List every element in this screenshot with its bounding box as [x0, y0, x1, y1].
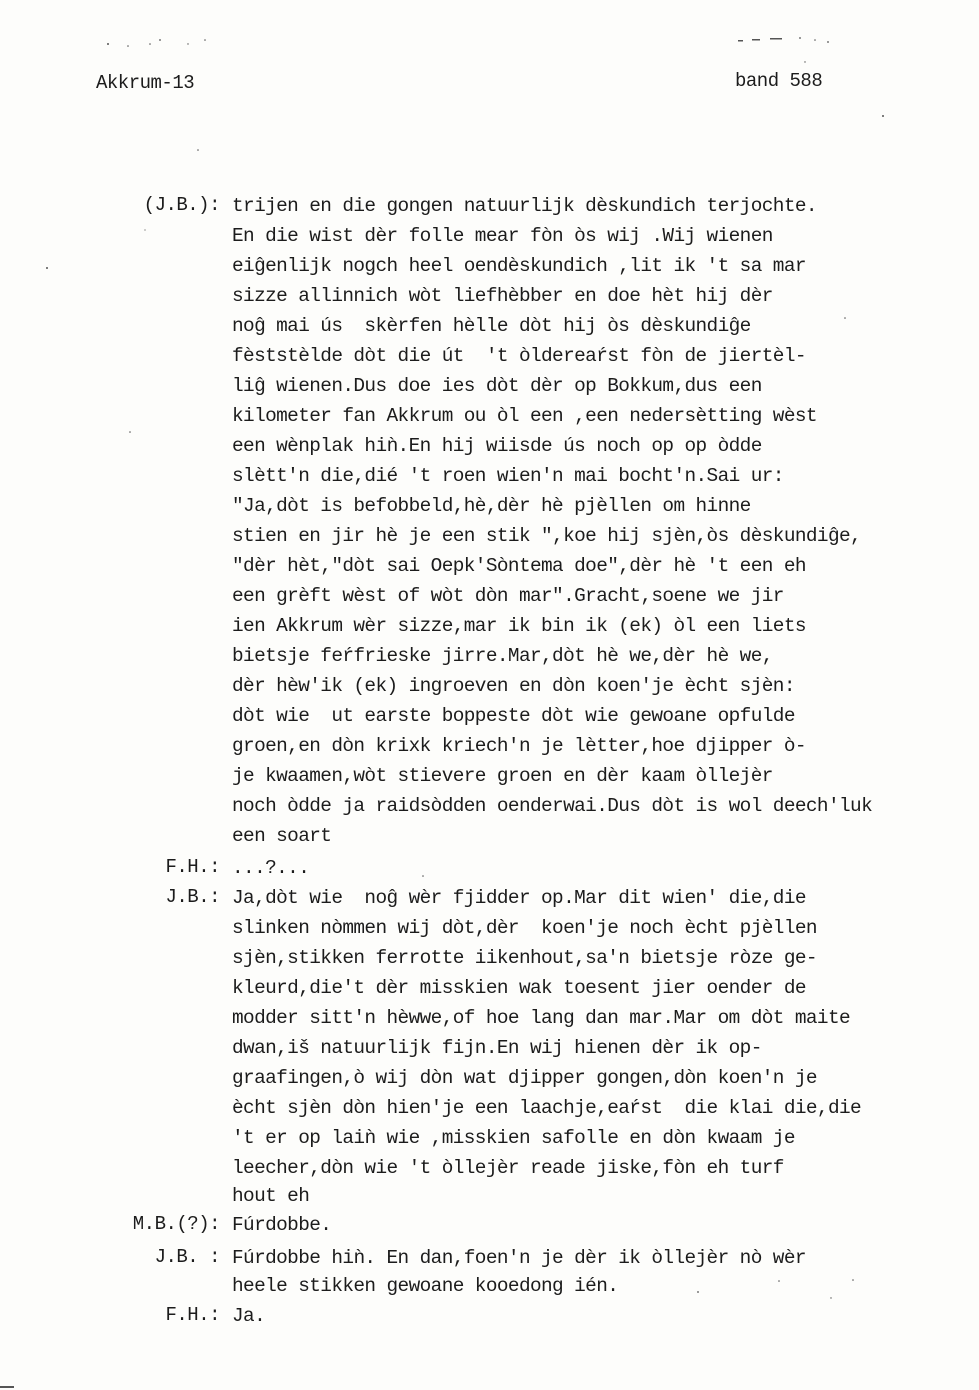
transcript-line: noch òdde ja raidsòdden oenderwai.Dus dòt is wol deech'luk	[232, 795, 873, 817]
transcript-line: modder sitt'n hèwwe,of hoe lang dan mar.Mar om dòt maite	[232, 1007, 851, 1029]
transcript-line: ien Akkrum wèr sizze,mar ik bin ik (ek) òl een liets	[232, 615, 806, 637]
transcript-line: leecher,dòn wie 't òllejèr reade jiske,fòn eh turf	[232, 1157, 784, 1179]
transcript-line: hout eh	[232, 1185, 310, 1207]
transcript-line: een grèft wèst of wòt dòn mar".Gracht,soene we jir	[232, 585, 784, 607]
transcript-line: Ja.	[232, 1305, 266, 1327]
transcript-line: sjèn,stikken ferrotte iikenhout,sa'n bietsje ròze ge-	[232, 947, 817, 969]
transcript-line: ècht sjèn dòn hien'je een laachje,eaŕst die klai die,die	[232, 1097, 862, 1119]
transcript-line: stien en jir hè je een stik ",koe hij sjèn,òs dèskundiĝe,	[232, 525, 862, 547]
transcript-line: je kwaamen,wòt stievere groen en dèr kaam òllejèr	[232, 765, 773, 787]
document-id: Akkrum-13	[96, 72, 195, 94]
transcript-line: een wènplak hiǹ.En hij wiisde ús noch op op òdde	[232, 435, 762, 457]
transcript-line: 't er op laiǹ wie ,misskien safolle en dòn kwaam je	[232, 1127, 795, 1149]
transcript-line: graafingen,ò wij dòn wat djipper gongen,dòn koen'n je	[232, 1067, 817, 1089]
transcript-line: Fúrdobbe hiǹ. En dan,foen'n je dèr ik òllejèr nò wèr	[232, 1247, 806, 1269]
transcript-line: ...?...	[232, 857, 310, 879]
transcript-line: eiĝenlijk nogch heel oendèskundich ,lit ik 't sa mar	[232, 255, 806, 277]
speaker-label: J.B. :	[154, 1246, 220, 1268]
transcript-line: kleurd,die't dèr misskien wak toesent jier oender de	[232, 977, 806, 999]
speaker-label: F.H.:	[165, 1304, 220, 1326]
transcript-line: trijen en die gongen natuurlijk dèskundich terjochte.	[232, 195, 817, 217]
transcript-line: sizze allinnich wòt liefhèbber en doe hèt hij dèr	[232, 285, 773, 307]
transcript-line: dòt wie ut earste boppeste dòt wie gewoane opfulde	[232, 705, 795, 727]
transcript-line: groen,en dòn krixk kriech'n je lètter,hoe djipper ò-	[232, 735, 806, 757]
transcript-line: heele stikken gewoane kooedong ién.	[232, 1275, 619, 1297]
transcript-line: "dèr hèt,"dòt sai Oepk'Sòntema doe",dèr hè 't een eh	[232, 555, 806, 577]
speaker-label: F.H.:	[165, 856, 220, 878]
transcript-line: bietsje feŕfrieske jirre.Mar,dòt hè we,dèr hè we,	[232, 645, 773, 667]
speaker-label: J.B.:	[165, 886, 220, 908]
transcript-line: kilometer fan Akkrum ou òl een ,een nedersètting wèst	[232, 405, 817, 427]
transcript-line: fèststèlde dòt die út 't òldereaŕst fòn de jiertèl-	[232, 345, 806, 367]
transcript-line: slinken nòmmen wij dòt,dèr koen'je noch ècht pjèllen	[232, 917, 817, 939]
transcript-line: dèr hèw'ik (ek) ingroeven en dòn koen'je ècht sjèn:	[232, 675, 795, 697]
transcript-line: een soart	[232, 825, 332, 847]
tape-number: band 588	[735, 70, 823, 92]
transcript-line: noĝ mai ús skèrfen hèlle dòt hij òs dèskundiĝe	[232, 315, 751, 337]
transcript-line: Fúrdobbe.	[232, 1214, 332, 1236]
transcript-line: slètt'n die,dié 't roen wien'n mai bocht'n.Sai ur:	[232, 465, 784, 487]
speaker-label: M.B.(?):	[132, 1213, 220, 1235]
transcript-line: "Ja,dòt is befobbeld,hè,dèr hè pjèllen om hinne	[232, 495, 751, 517]
speaker-label: (J.B.):	[143, 194, 220, 216]
transcript-line: Ja,dòt wie noĝ wèr fjidder op.Mar dit wien' die,die	[232, 887, 806, 909]
transcript-line: En die wist dèr folle mear fòn òs wij .Wij wienen	[232, 225, 773, 247]
transcript-line: dwan,iš natuurlijk fijn.En wij hienen dèr ik op-	[232, 1037, 762, 1059]
transcript-line: liĝ wienen.Dus doe ies dòt dèr op Bokkum,dus een	[232, 375, 762, 397]
